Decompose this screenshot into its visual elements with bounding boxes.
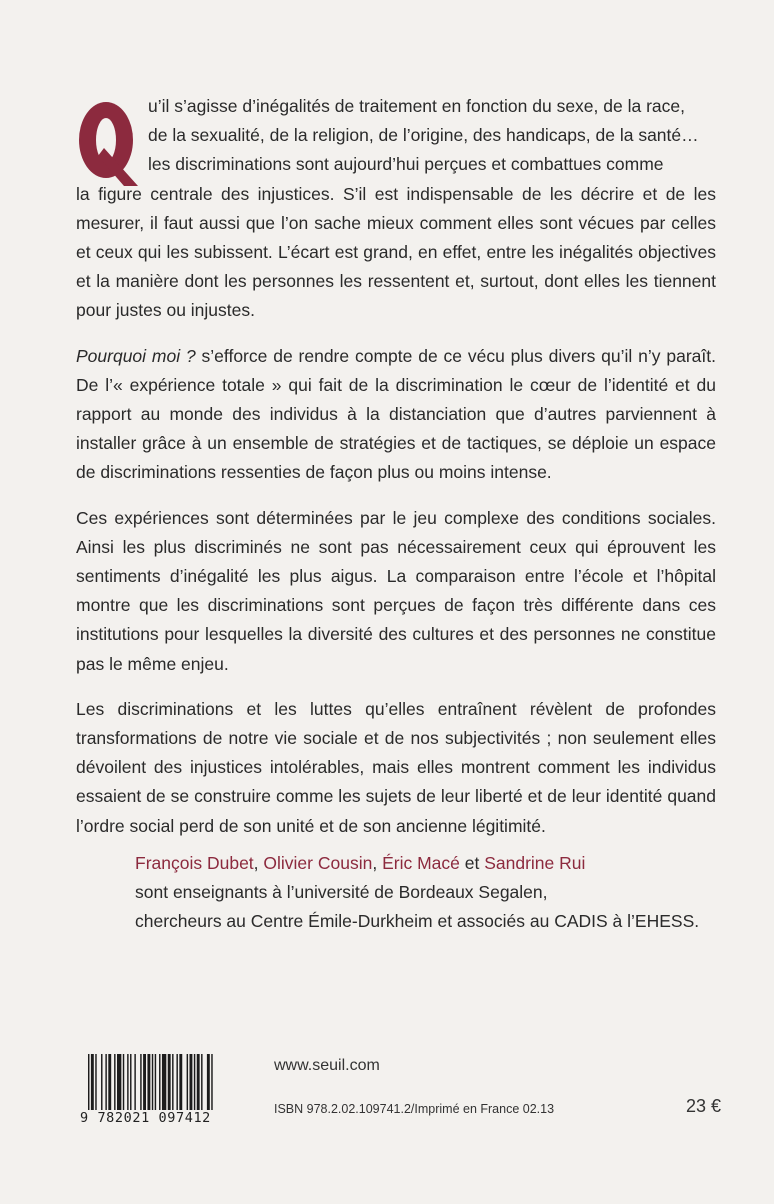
- dropcap-q: [76, 96, 142, 188]
- author-name: Sandrine Rui: [484, 853, 586, 873]
- barcode-number: 9 782021 097412: [80, 1110, 270, 1126]
- barcode-bar: [91, 1054, 94, 1110]
- author-name: Olivier Cousin: [263, 853, 373, 873]
- barcode-bar: [108, 1054, 111, 1110]
- barcode-bar: [211, 1054, 212, 1110]
- p1-rest: la figure centrale des injustices. S’il est indispensable de les décrire et de les mesurer, il faut aussi que l’on sache mieux comment elles sont vécues par celles et ceux qui les subissent. L’écart est grand, en effet, entre les inégalités objectives et la manière dont les personnes les ressentent et, surtout, dont elles les tiennent pour justes ou injustes.: [76, 183, 716, 321]
- barcode-bar: [207, 1054, 210, 1110]
- p1-line-2: de la sexualité, de la religion, de l’origine, des handicaps, de la santé…: [148, 125, 699, 146]
- paragraph-1: [76, 92, 716, 326]
- barcode-bar: [88, 1054, 89, 1110]
- barcode-bar: [159, 1054, 160, 1110]
- paragraph-4: Les discriminations et les luttes qu’elles entraînent révèlent de profondes transformations de notre vie sociale et de nos subjectivités ; non seulement elles dévoilent des injustices intolérables, mais elles montrent comment les individus essaient de se construire comme les sujets de leur liberté et de leur identité quand l’ordre social perd de son unité et de son ancienne légitimité.: [76, 698, 716, 836]
- book-title-italic: Pourquoi moi ?: [76, 345, 196, 366]
- barcode-bar: [114, 1054, 115, 1110]
- paragraph-3: Ces expériences sont déterminées par le jeu complexe des conditions sociales. Ainsi les plus discriminés ne sont pas nécessairement ceux qui éprouvent les sentiments d’inégalité les plus aigus. La comparaison entre l’école et l’hôpital montre que les discriminations sont perçues de façon très différente dans ces institutions pour lesquelles la diversité des cultures et des personnes ne constitue pas le même enjeu.: [76, 507, 716, 674]
- barcode-bar: [152, 1054, 153, 1110]
- separator: et: [459, 853, 485, 873]
- price: 23 €: [686, 1096, 722, 1116]
- author-name: Éric Macé: [382, 853, 460, 873]
- p2-text: s’efforce de rendre compte de ce vécu plus divers qu’il n’y paraît. De l’« expérience totale » qui fait de la discrimination le cœur de l’identité et du rapport au monde des individus à la distanciation que d’autres parviennent à installer grâce à un ensemble de stratégies et de tactiques, se déploie un espace de discriminations ressenties de façon plus ou moins intense.: [76, 345, 716, 483]
- barcode-bar: [117, 1054, 121, 1110]
- authors-block: [135, 849, 735, 936]
- barcode-bar: [140, 1054, 141, 1110]
- barcode-bar: [194, 1054, 195, 1110]
- barcode-bar: [147, 1054, 150, 1110]
- p1-line-1: u’il s’agisse d’inégalités de traitement en fonction du sexe, de la race,: [148, 96, 685, 116]
- publisher-url[interactable]: www.seuil.com: [274, 1057, 380, 1074]
- barcode-bar: [95, 1054, 96, 1110]
- barcode-bar: [168, 1054, 171, 1110]
- barcode-bar: [197, 1054, 200, 1110]
- barcode-bar: [130, 1054, 131, 1110]
- barcode-bar: [179, 1054, 182, 1110]
- back-cover-text: [76, 92, 716, 857]
- author-name: François Dubet: [135, 853, 254, 873]
- barcode-bar: [190, 1054, 193, 1110]
- separator: ,: [372, 853, 383, 873]
- paragraph-2: [76, 342, 716, 488]
- barcode-bar: [134, 1054, 135, 1110]
- barcode-bar: [201, 1054, 202, 1110]
- isbn-text: ISBN 978.2.02.109741.2/Imprimé en France 02.13: [274, 1102, 555, 1116]
- barcode-bar: [123, 1054, 124, 1110]
- authors-affiliation-1: sont enseignants à l’université de Bordeaux Segalen,: [135, 882, 548, 902]
- p1-line-3: les discriminations sont aujourd’hui perçues et combattues comme: [148, 154, 664, 175]
- authors-affiliation-2: chercheurs au Centre Émile-Durkheim et associés au CADIS à l’EHESS.: [135, 911, 700, 931]
- barcode-bar: [105, 1054, 106, 1110]
- barcode-bar: [127, 1054, 128, 1110]
- separator: ,: [253, 853, 264, 873]
- barcode-bar: [155, 1054, 156, 1110]
- barcode-bar: [101, 1054, 102, 1110]
- barcode-bar: [187, 1054, 188, 1110]
- barcode-bar: [172, 1054, 173, 1110]
- barcode-bar: [162, 1054, 166, 1110]
- barcode-bar: [176, 1054, 177, 1110]
- barcode-bar: [143, 1054, 146, 1110]
- authors-line: [135, 849, 735, 878]
